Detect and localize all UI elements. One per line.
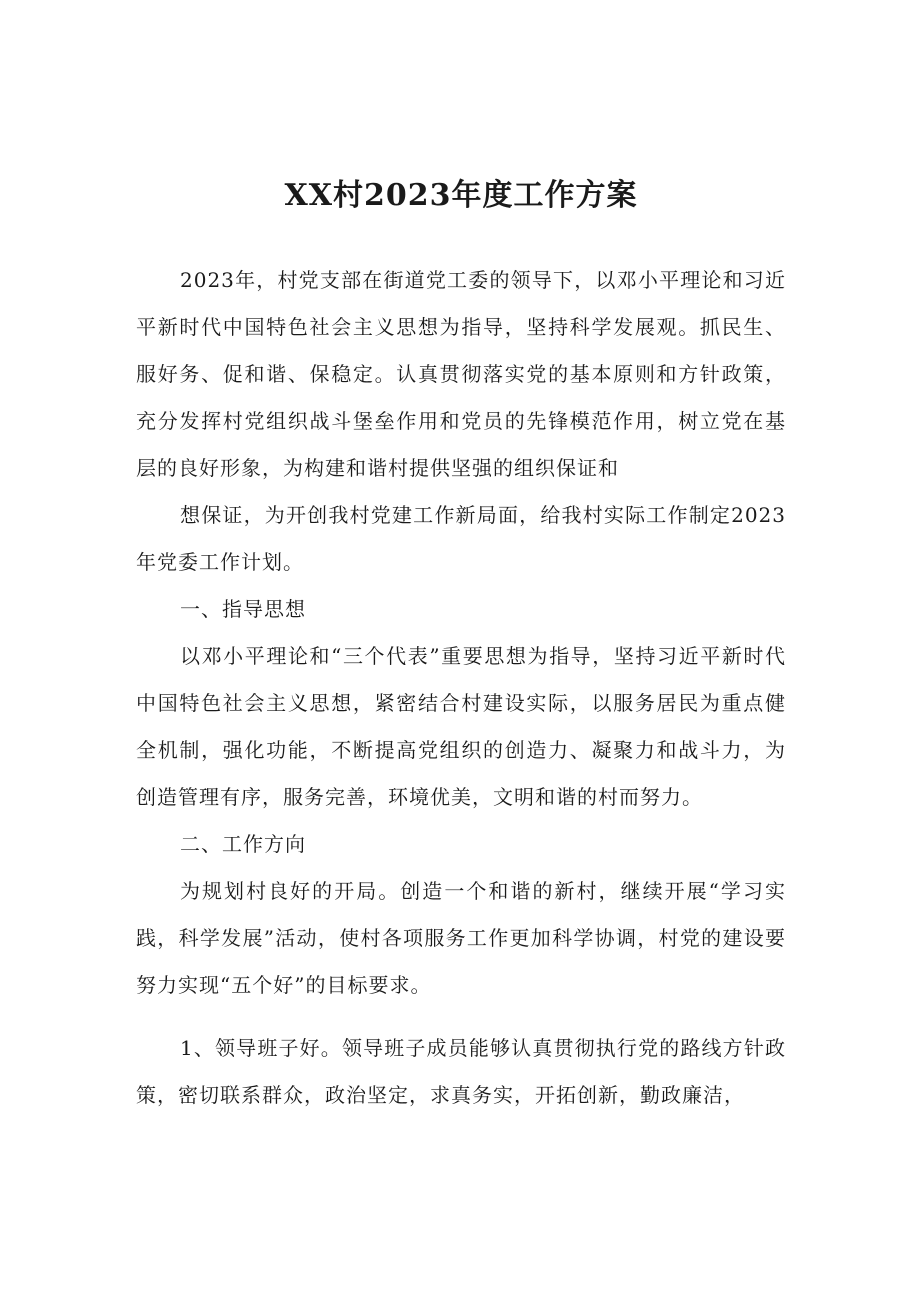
paragraph-intro: 2023年，村党支部在街道党工委的领导下，以邓小平理论和习近平新时代中国特色社会主义思想为指导，坚持科学发展观。抓民生、服好务、促和谐、保稳定。认真贯彻落实党的基本原则和方针政策，充分发挥村党组织战斗堡垒作用和党员的先锋模范作用，树立党在基层的良好形象，为构建和谐村提供坚强的组织保证和 — [136, 268, 786, 480]
document-title: XX村2023年度工作方案 — [284, 178, 638, 213]
paragraph-guiding-thought: 以邓小平理论和“三个代表”重要思想为指导，坚持习近平新时代中国特色社会主义思想，紧密结合村建设实际，以服务居民为重点健全机制，强化功能，不断提高党组织的创造力、凝聚力和战斗力，为创造管理有序，服务完善，环境优美，文明和谐的村而努力。 — [136, 644, 786, 809]
section-heading-guiding-thought: 一、指导思想 — [180, 597, 306, 621]
section-heading-work-direction: 二、工作方向 — [180, 832, 306, 856]
paragraph-work-direction: 为规划村良好的开局。创造一个和谐的新村，继续开展“学习实践，科学发展”活动，使村各项服务工作更加科学协调，村党的建设要努力实现“五个好”的目标要求。 — [136, 879, 786, 997]
paragraph-intro-continued: 想保证，为开创我村党建工作新局面，给我村实际工作制定2023年党委工作计划。 — [136, 503, 786, 574]
paragraph-item-1: 1、领导班子好。领导班子成员能够认真贯彻执行党的路线方针政策，密切联系群众，政治坚定，求真务实，开拓创新，勤政廉洁， — [136, 1036, 786, 1107]
